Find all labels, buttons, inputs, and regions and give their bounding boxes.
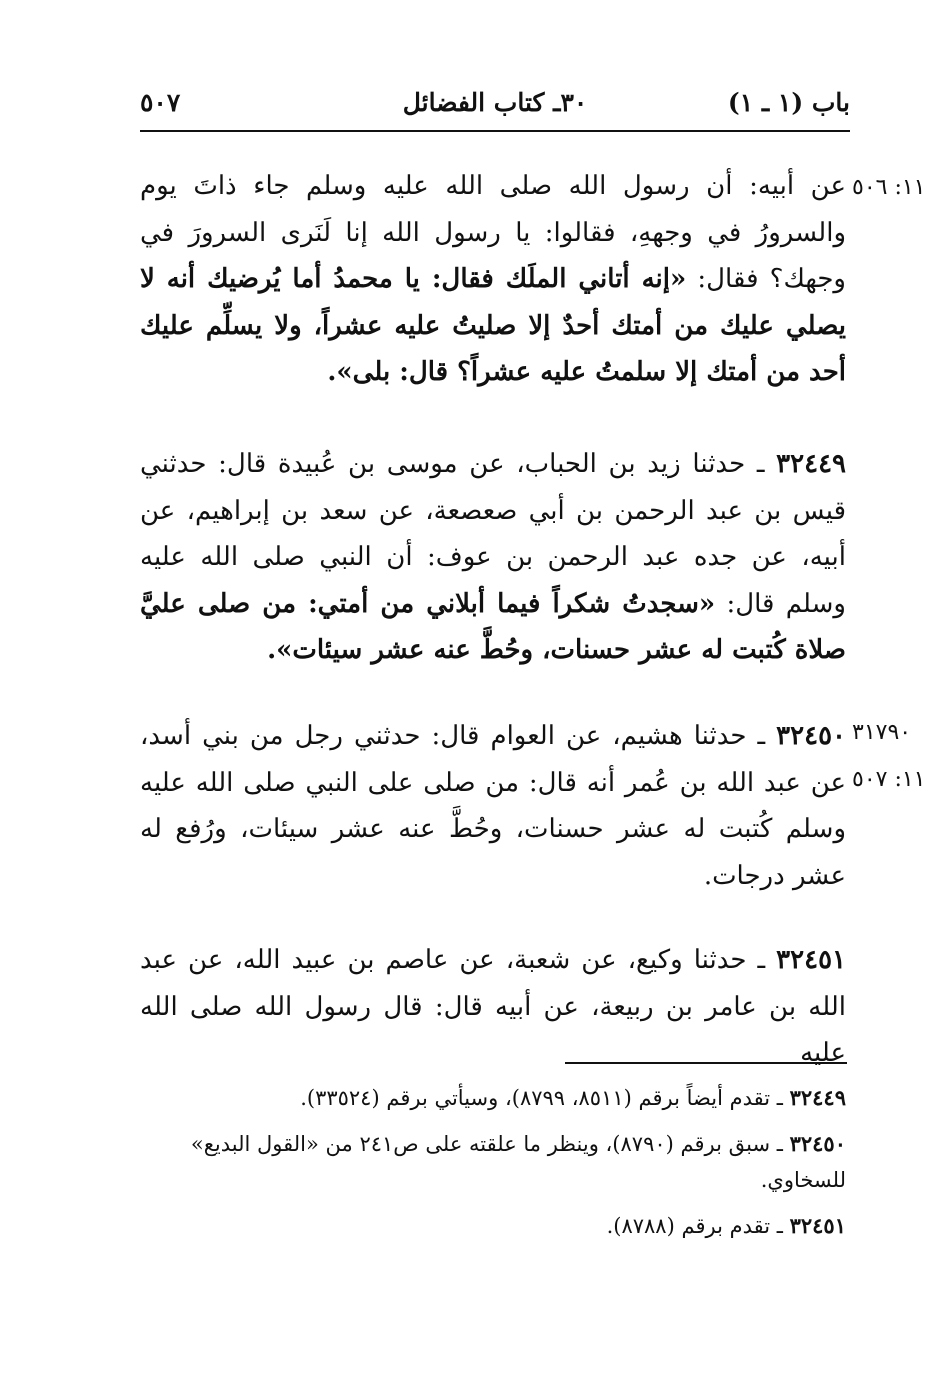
hadith-paragraph-32450	[140, 713, 846, 899]
hadith-number: ٣٢٤٥١	[776, 945, 846, 975]
footnote-number: ٣٢٤٥٠	[789, 1131, 846, 1156]
paragraph-quote: «سجدتُ شكراً فيما أبلاني من أمتي: من صلى عليَّ صلاة كُتبت له عشر حسنات، وحُطَّ عنه عشر سيئات».	[140, 588, 846, 665]
footnote-text: ـ تقدم برقم (٨٧٨٨).	[606, 1214, 790, 1238]
hadith-number: ٣٢٤٤٩	[776, 449, 846, 479]
chapter-section-label: باب (١ ـ ١)	[727, 88, 850, 117]
footnote-text: ـ تقدم أيضاً برقم (٨٥١١، ٨٧٩٩)، وسيأتي برقم (٣٣٥٢٤).	[300, 1086, 790, 1110]
footnote-32451	[140, 1208, 846, 1244]
footnote-rule	[565, 1062, 847, 1064]
footnote-32450	[140, 1126, 846, 1198]
book-title: ٣٠ـ كتاب الفضائل	[402, 88, 588, 117]
paragraph-text: ـ حدثنا وكيع، عن شعبة، عن عاصم بن عبيد الله، عن عبد الله بن عامر بن ربيعة، عن أبيه قال: قال رسول الله صلى الله عليه	[140, 945, 846, 1068]
footnotes	[140, 1080, 846, 1254]
margin-reference-3: ١١: ٥٠٧	[852, 767, 926, 792]
paragraph-text: ـ حدثنا هشيم، عن العوام قال: حدثني رجل من بني أسد، عن عبد الله بن عُمر أنه قال: من صلى على النبي صلى الله عليه وسلم كُتبت له عشر حسنات، وحُطَّ عنه عشر سيئات، ورُفع له عشر درجات.	[140, 721, 846, 891]
hadith-paragraph-32451	[140, 937, 846, 1077]
footnote-32449	[140, 1080, 846, 1116]
footnote-text: ـ سبق برقم (٨٧٩٠)، وينظر ما علقته على ص٢٤١ من «القول البديع» للسخاوي.	[190, 1132, 846, 1192]
hadith-paragraph-continued	[140, 163, 846, 396]
hadith-number: ٣٢٤٥٠	[776, 721, 846, 751]
footnote-number: ٣٢٤٥١	[789, 1213, 846, 1238]
page-header	[140, 80, 850, 130]
page-number: ٥٠٧	[140, 88, 181, 117]
paragraph-quote: «إنه أتاني الملَك فقال: يا محمدُ أما يُرضيك أنه لا يصلي عليك من أمتك أحدٌ إلا صليتُ عليه عشراً، ولا يسلِّم عليك أحد من أمتك إلا سلمتُ عليه عشراً؟ قال: بلى».	[140, 264, 846, 387]
margin-reference-2: ٣١٧٩٠	[852, 720, 912, 745]
header-rule	[140, 130, 850, 132]
paragraph-text: عن أبيه: أن رسول الله صلى الله عليه وسلم جاء ذاتَ يوم والسرورُ في وجههِ، فقالوا: يا رسول الله إنا لَنَرى السرورَ في وجهك؟ فقال:	[140, 171, 846, 294]
hadith-paragraph-32449	[140, 441, 846, 674]
paragraph-text: ـ حدثنا زيد بن الحباب، عن موسى بن عُبيدة قال: حدثني قيس بن عبد الرحمن بن أبي صعصعة، عن سعد بن إبراهيم، عن أبيه، عن جده عبد الرحمن بن عوف: أن النبي صلى الله عليه وسلم قال:	[140, 449, 846, 619]
margin-reference-1: ١١: ٥٠٦	[852, 175, 926, 200]
footnote-number: ٣٢٤٤٩	[789, 1085, 846, 1110]
